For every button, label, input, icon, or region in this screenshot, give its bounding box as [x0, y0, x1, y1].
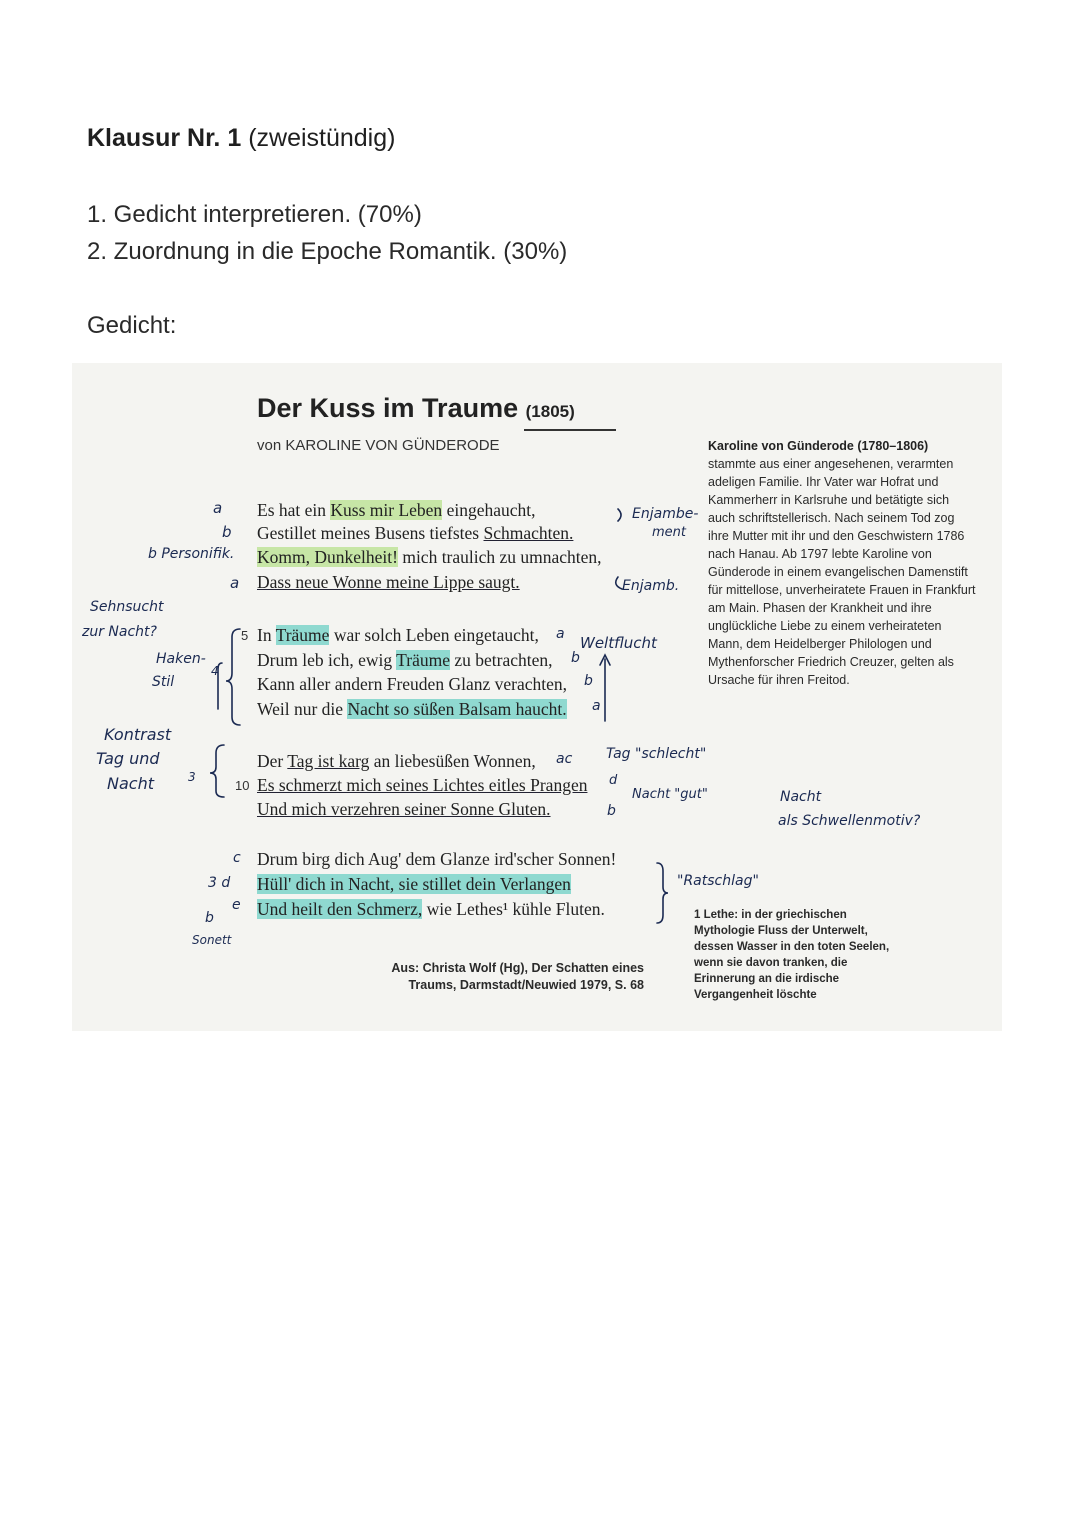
hw-kontrast-2: Tag und: [96, 749, 160, 768]
poem-line-part: Kann aller andern Freuden Glanz verachten,: [257, 674, 567, 694]
hw-sehnsucht: Sehnsucht: [90, 599, 164, 615]
poem-line-part: Weil nur die: [257, 699, 348, 719]
hw-rhyme-a1: a: [213, 499, 223, 517]
poem-line-part: zu betrachten,: [449, 650, 553, 670]
hw-nacht-schwelle-1: Nacht: [780, 789, 822, 805]
exam-title: Klausur Nr. 1: [87, 124, 242, 152]
hw-haken-2: Stil: [152, 674, 175, 690]
line-number: 5: [241, 628, 249, 643]
hw-haken-num: 4: [211, 664, 219, 678]
poem-line-part: Kuss mir Leben: [330, 500, 443, 520]
hw-rhyme-a2: a: [230, 574, 240, 592]
poem-title-text: Der Kuss im Traume: [257, 393, 519, 423]
poem-line-part: Gestillet meines Busens tiefstes: [257, 523, 484, 543]
source-citation: Aus: Christa Wolf (Hg), Der Schatten eines Traums, Darmstadt/Neuwied 1979, S. 68: [391, 961, 644, 992]
hw-zur-nacht: zur Nacht?: [82, 624, 157, 640]
poem-line-part: Drum leb ich, ewig: [257, 650, 397, 670]
hw-end-b3: b: [607, 803, 616, 819]
poem-line-part: Komm, Dunkelheit!: [257, 547, 398, 567]
hw-kontrast-1: Kontrast: [104, 725, 172, 744]
task-1: 1. Gedicht interpretieren. (70%): [87, 201, 422, 228]
poem-line-part: Es schmerzt mich seines Lichtes eitles Prangen: [257, 775, 588, 795]
poem-line-part: eingehaucht,: [442, 500, 536, 520]
line-number: 10: [235, 778, 250, 793]
hw-end-b1: b: [571, 650, 580, 666]
poem-line-part: Tag ist karg: [287, 751, 370, 771]
bio-text: stammte aus einer angesehenen, verarmten adeligen Familie. Ihr Vater war Hofrat und Kammerherr in Karlsruhe und betätigte sich auch schriftstellerisch. Nach seinem Tod zog ihre Mutter mit ihr und den Geschwistern 1786 nach Hanau. Ab 1797 lebte Karoline von Günderode in einem evangelischen Damenstift für mittellose, unverheiratete Frauen in Frankfurt am Main. Phasen der Krankheit und ihre unglückliche Liebe zu einem verheirateten Mann, dem Heidelberger Philologen und Mythenforscher Friedrich Creuzer, gelten als Ursache für ihren Freitod.: [708, 457, 976, 687]
hw-nacht-gut: Nacht "gut": [632, 787, 708, 802]
bio-name: Karoline von Günderode (1780–1806): [708, 439, 929, 453]
footnote: 1 Lethe: in der griechischen Mythologie Fluss der Unterwelt, dessen Wasser in den toten Seelen, wenn sie davon tranken, die Erinnerung an die irdische Vergangenheit löschte: [694, 909, 890, 1001]
hw-rhyme-c: c: [233, 850, 241, 866]
poem-line-part: wie Lethes¹ kühle Fluten.: [422, 899, 605, 919]
hw-tag-schlecht: Tag "schlecht": [606, 746, 707, 762]
hw-enjambement-2: ment: [652, 525, 686, 540]
poem-line-part: Und heilt den Schmerz,: [257, 899, 423, 919]
poem-line-part: Nacht so süßen Balsam haucht.: [347, 699, 567, 719]
poem-line-part: Hüll' dich in Nacht, sie stillet dein Verlangen: [257, 874, 571, 894]
exam-heading: [87, 124, 395, 153]
poem-line-part: Dass neue Wonne meine Lippe saugt.: [257, 572, 520, 592]
poem-line-part: an liebesüßen Wonnen,: [369, 751, 536, 771]
task-2: 2. Zuordnung in die Epoche Romantik. (30%): [87, 238, 568, 265]
poem-line-part: mich traulich zu umnachten,: [397, 547, 602, 567]
hw-ratschlag: "Ratschlag": [677, 873, 759, 889]
hw-weltflucht: Weltflucht: [580, 634, 657, 652]
poem-line-part: Schmachten.: [483, 523, 574, 543]
poem-line-part: Drum birg dich Aug' dem Glanze ird'scher Sonnen!: [257, 849, 617, 869]
exam-duration: (zweistündig): [248, 124, 396, 152]
hw-rhyme-b-last: b: [205, 910, 214, 926]
handwritten-marks: [72, 363, 1002, 1031]
poem-line-part: war solch Leben eingetaucht,: [329, 625, 539, 645]
hw-end-a2: a: [592, 698, 601, 714]
poem-line-part: Träume: [396, 650, 450, 670]
hw-personification: b Personifik.: [148, 546, 235, 562]
hw-ac: ac: [556, 751, 573, 767]
poem-line-part: Der: [257, 751, 288, 771]
hw-end-a1: a: [556, 626, 565, 642]
hw-haken-1: Haken-: [156, 651, 206, 667]
hw-kontrast-num: 3: [188, 770, 196, 784]
poem-line-part: Es hat ein: [257, 500, 331, 520]
poem-scan: [72, 363, 1002, 1031]
hw-end-b2: b: [584, 673, 593, 689]
poem-year: (1805): [525, 402, 575, 421]
hw-rhyme-b1: b: [222, 523, 232, 541]
hw-enjambement-short: Enjamb.: [622, 578, 680, 594]
hw-d: d: [609, 773, 618, 788]
hw-enjambement-1: Enjambe-: [632, 506, 699, 522]
hw-kontrast-3: Nacht: [107, 774, 154, 793]
hw-sonett: Sonett: [192, 933, 232, 947]
hw-rhyme-3d: 3 d: [208, 875, 231, 891]
poem-line-part: In: [257, 625, 276, 645]
poem-line-part: Träume: [275, 625, 330, 645]
poem-author: von KAROLINE VON GÜNDERODE: [257, 437, 500, 454]
hw-rhyme-e: e: [232, 897, 241, 913]
poem-line-part: Und mich verzehren seiner Sonne Gluten.: [257, 799, 551, 819]
section-label: Gedicht:: [87, 312, 177, 339]
hw-nacht-schwelle-2: als Schwellenmotiv?: [778, 813, 921, 829]
